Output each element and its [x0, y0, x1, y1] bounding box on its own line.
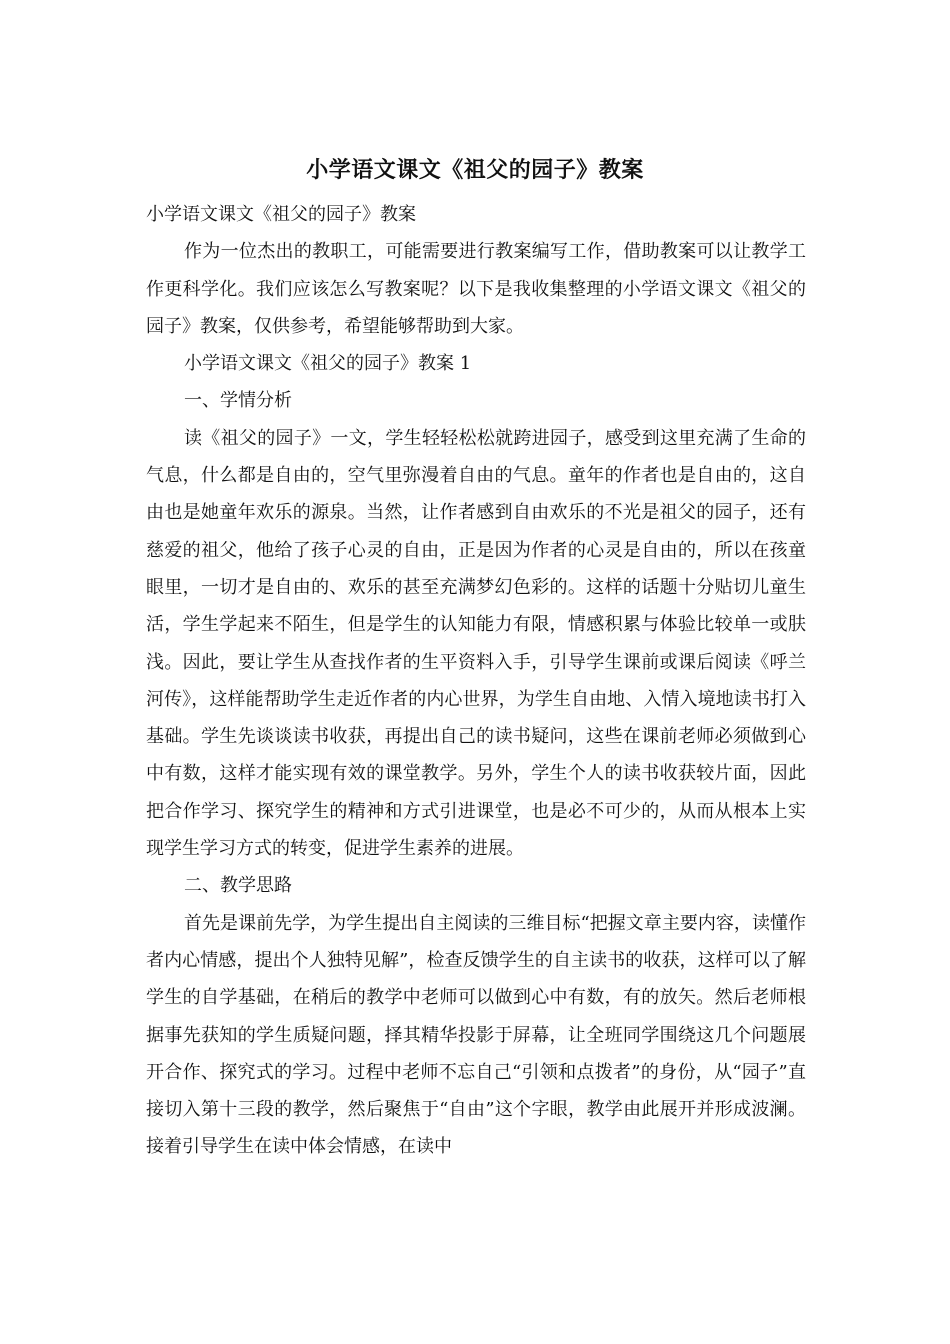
section-heading-approach: 二、教学思路	[184, 875, 292, 897]
document-body	[146, 196, 806, 1166]
paragraph-approach: 首先是课前先学，为学生提出自主阅读的三维目标“把握文章主要内容，读懂作者内心情感，提出个人独特见解”，检查反馈学生的自主读书的收获，这样可以了解学生的自学基础，在稍后的教学中老师可以做到心中有数，有的放矢。然后老师根据事先获知的学生质疑问题，择其精华投影于屏幕，让全班同学围绕这几个问题展开合作、探究式的学习。过程中老师不忘自己“引领和点拨者”的身份，从“园子”直接切入第十三段的教学，然后聚焦于“自由”这个字眼，教学由此展开并形成波澜。接着引导学生在读中体会情感，在读中	[146, 912, 806, 1158]
paragraph-intro: 作为一位杰出的教职工，可能需要进行教案编写工作，借助教案可以让教学工作更科学化。我们应该怎么写教案呢？以下是我收集整理的小学语文课文《祖父的园子》教案，仅供参考，希望能够帮助到大家。	[146, 241, 806, 337]
document-subtitle: 小学语文课文《祖父的园子》教案	[146, 204, 416, 225]
section-heading-analysis: 一、学情分析	[184, 390, 292, 412]
paragraph-analysis: 读《祖父的园子》一文，学生轻轻松松就跨进园子，感受到这里充满了生命的气息，什么都是自由的，空气里弥漫着自由的气息。童年的作者也是自由的，这自由也是她童年欢乐的源泉。当然，让作者感到自由欢乐的不光是祖父的园子，还有慈爱的祖父，他给了孩子心灵的自由，正是因为作者的心灵是自由的，所以在孩童眼里，一切才是自由的、欢乐的甚至充满梦幻色彩的。这样的话题十分贴切儿童生活，学生学起来不陌生，但是学生的认知能力有限，情感积累与体验比较单一或肤浅。因此，要让学生从查找作者的生平资料入手，引导学生课前或课后阅读《呼兰河传》，这样能帮助学生走近作者的内心世界，为学生自由地、入情入境地读书打入基础。学生先谈谈读书收获，再提出自己的读书疑问，这些在课前老师必须做到心中有数，这样才能实现有效的课堂教学。另外，学生个人的读书收获较片面，因此把合作学习、探究学生的精神和方式引进课堂，也是必不可少的，从而从根本上实现学生学习方式的转变，促进学生素养的进展。	[146, 427, 806, 860]
section-heading-plan-1: 小学语文课文《祖父的园子》教案 1	[184, 353, 472, 375]
document-title: 小学语文课文《祖父的园子》教案	[306, 157, 644, 183]
